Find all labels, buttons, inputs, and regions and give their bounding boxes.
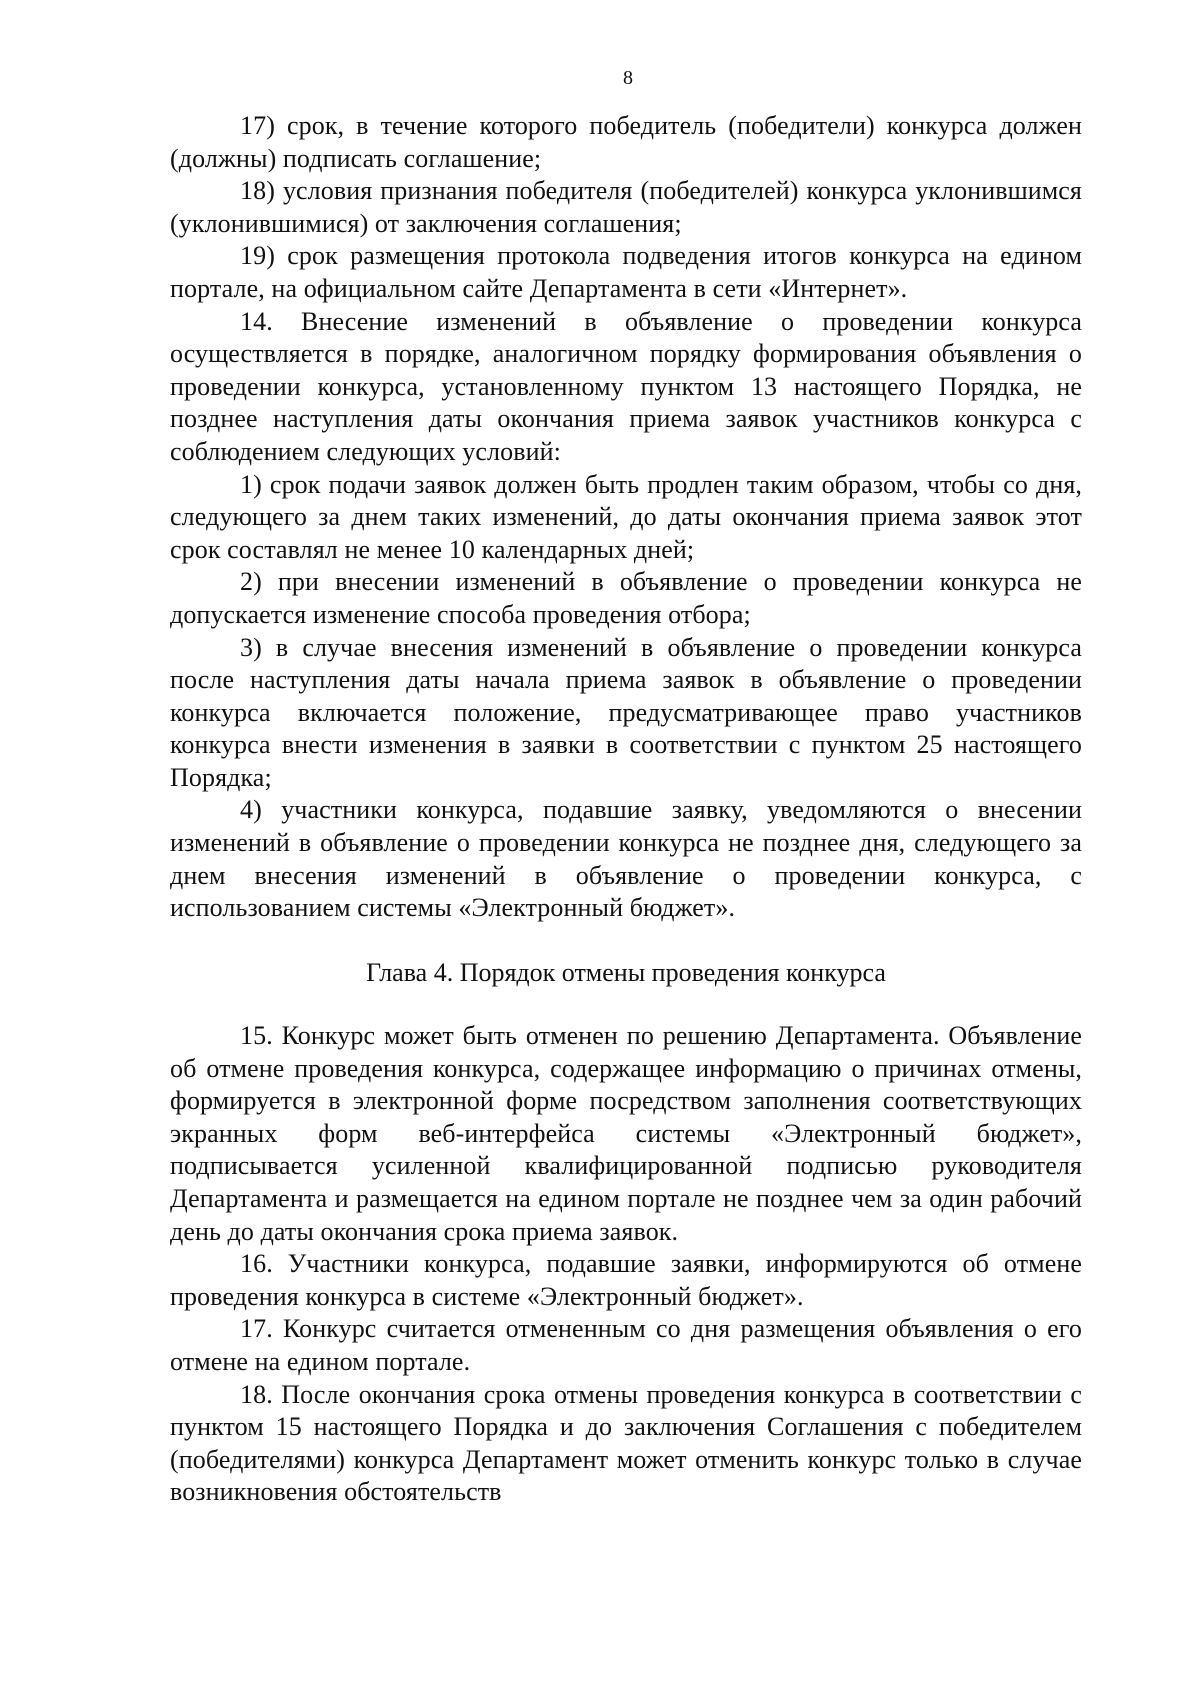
chapter-heading: Глава 4. Порядок отмены проведения конкурса xyxy=(366,958,886,988)
paragraph-clause-16: 16. Участники конкурса, подавшие заявки, информируются об отмене проведения конкурса в системе «Электронный бюджет». xyxy=(170,1249,1082,1311)
paragraph-condition-4: 4) участники конкурса, подавшие заявку, уведомляются о внесении изменений в объявление о проведении конкурса не позднее дня, следующего за днем внесения изменений в объявление о проведении конкурса, с использованием системы «Электронный бюджет». xyxy=(170,795,1082,923)
paragraph-condition-3: 3) в случае внесения изменений в объявление о проведении конкурса после наступления даты начала приема заявок в объявление о проведении конкурса включается положение, предусматривающее право участников конкурса внести изменения в заявки в соответствии с пунктом 25 настоящего Порядка; xyxy=(170,632,1082,792)
page-number: 8 xyxy=(623,67,633,89)
paragraph-condition-1: 1) срок подачи заявок должен быть продлен таким образом, чтобы со дня, следующего за днем таких изменений, до даты окончания приема заявок этот срок составлял не менее 10 календарных дней; xyxy=(170,469,1082,564)
paragraph-clause-15: 15. Конкурс может быть отменен по решению Департамента. Объявление об отмене проведения конкурса, содержащее информацию о причинах отмены, формируется в электронной форме посредством заполнения соответствующих экранных форм веб-интерфейса системы «Электронный бюджет», подписывается усиленной квалифицированной подписью руководителя Департамента и размещается на едином портале не позднее чем за один рабочий день до даты окончания срока приема заявок. xyxy=(170,1021,1082,1246)
document-body xyxy=(170,110,1082,1509)
paragraph-clause-14: 14. Внесение изменений в объявление о проведении конкурса осуществляется в порядке, аналогичном порядку формирования объявления о проведении конкурса, установленному пунктом 13 настоящего Порядка, не позднее наступления даты окончания приема заявок участников конкурса с соблюдением следующих условий: xyxy=(170,306,1082,466)
paragraph-clause-17: 17. Конкурс считается отмененным со дня размещения объявления о его отмене на едином портале. xyxy=(170,1314,1082,1376)
spacer xyxy=(170,925,1082,958)
paragraph-item-17: 17) срок, в течение которого победитель (победители) конкурса должен (должны) подписать соглашение; xyxy=(170,111,1082,173)
paragraph-item-18: 18) условия признания победителя (победителей) конкурса уклонившимся (уклонившимися) от заключения соглашения; xyxy=(170,176,1082,238)
spacer xyxy=(170,990,1082,1020)
paragraph-item-19: 19) срок размещения протокола подведения итогов конкурса на едином портале, на официальном сайте Департамента в сети «Интернет». xyxy=(170,241,1082,303)
paragraph-clause-18: 18. После окончания срока отмены проведения конкурса в соответствии с пунктом 15 настоящего Порядка и до заключения Соглашения с победителем (победителями) конкурса Департамент может отменить конкурс только в случае возникновения обстоятельств xyxy=(170,1379,1082,1507)
paragraph-condition-2: 2) при внесении изменений в объявление о проведении конкурса не допускается изменение способа проведения отбора; xyxy=(170,567,1082,629)
